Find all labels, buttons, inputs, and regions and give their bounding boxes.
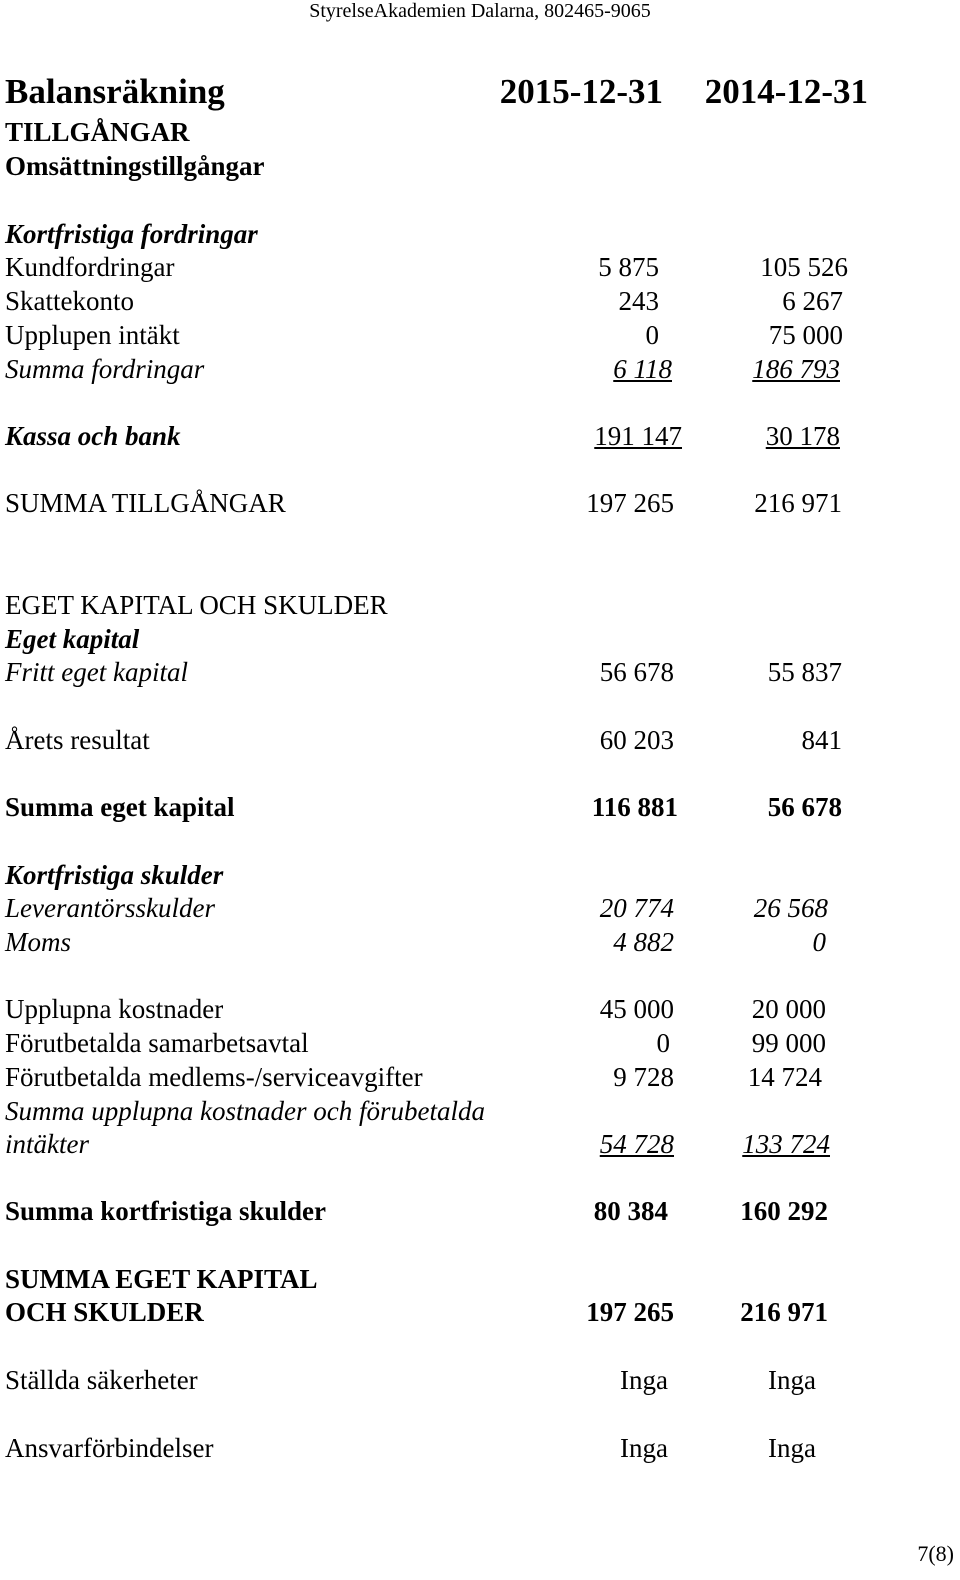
row-summa-ek-skulder-line2: OCH SKULDER 197 265 216 971 [5, 1297, 828, 1327]
row-summa-ek-skulder-line1: SUMMA EGET KAPITAL [5, 1264, 318, 1294]
row-summa-kortfristiga-skulder: Summa kortfristiga skulder 80 384 160 292 [5, 1196, 828, 1226]
page-number: 7(8) [917, 1541, 954, 1566]
row-leverantorsskulder: Leverantörsskulder 20 774 26 568 [5, 893, 828, 923]
row-forutbetalda-samarbetsavtal: Förutbetalda samarbetsavtal 0 99 000 [5, 1028, 826, 1058]
row-summa-fordringar: Summa fordringar 6 118 186 793 [5, 354, 840, 384]
row-summa-upplupna-line2: intäkter 54 728 133 724 [5, 1129, 830, 1159]
row-summa-tillgangar: SUMMA TILLGÅNGAR 197 265 216 971 [5, 488, 842, 518]
row-kassa-och-bank: Kassa och bank 191 147 30 178 [5, 421, 840, 451]
row-fritt-eget-kapital: Fritt eget kapital 56 678 55 837 [5, 657, 842, 687]
section-tillgangar: TILLGÅNGAR [5, 117, 190, 147]
row-stallda-sakerheter: Ställda säkerheter Inga Inga [5, 1365, 816, 1395]
section-eget-kapital-och-skulder: EGET KAPITAL OCH SKULDER [5, 590, 388, 620]
row-arets-resultat: Årets resultat 60 203 841 [5, 725, 842, 755]
section-kortfristiga-skulder: Kortfristiga skulder [5, 860, 224, 890]
row-upplupna-kostnader: Upplupna kostnader 45 000 20 000 [5, 994, 826, 1024]
document-header: StyrelseAkademien Dalarna, 802465-9065 [309, 0, 651, 22]
title-row [0, 74, 960, 110]
row-summa-upplupna-line1: Summa upplupna kostnader och förubetalda [5, 1096, 485, 1126]
row-ansvarsforbindelser: Ansvarförbindelser Inga Inga [5, 1433, 816, 1463]
section-eget-kapital: Eget kapital [5, 624, 140, 654]
row-skattekonto: Skattekonto 243 6 267 [5, 286, 843, 316]
page-title: Balansräkning [5, 72, 225, 111]
row-forutbetalda-medlemsavgifter: Förutbetalda medlems-/serviceavgifter 9 728 14 724 [5, 1062, 822, 1092]
row-moms: Moms 4 882 0 [5, 927, 826, 957]
column-header-2015: 2015-12-31 [499, 72, 663, 111]
section-omsattningstillgangar: Omsättningstillgångar [5, 151, 265, 181]
column-header-2014: 2014-12-31 [704, 72, 868, 111]
row-summa-eget-kapital: Summa eget kapital 116 881 56 678 [5, 792, 842, 822]
section-kortfristiga-fordringar: Kortfristiga fordringar [5, 219, 258, 249]
row-upplupen-intakt: Upplupen intäkt 0 75 000 [5, 320, 843, 350]
row-kundfordringar: Kundfordringar 5 875 105 526 [5, 252, 848, 282]
